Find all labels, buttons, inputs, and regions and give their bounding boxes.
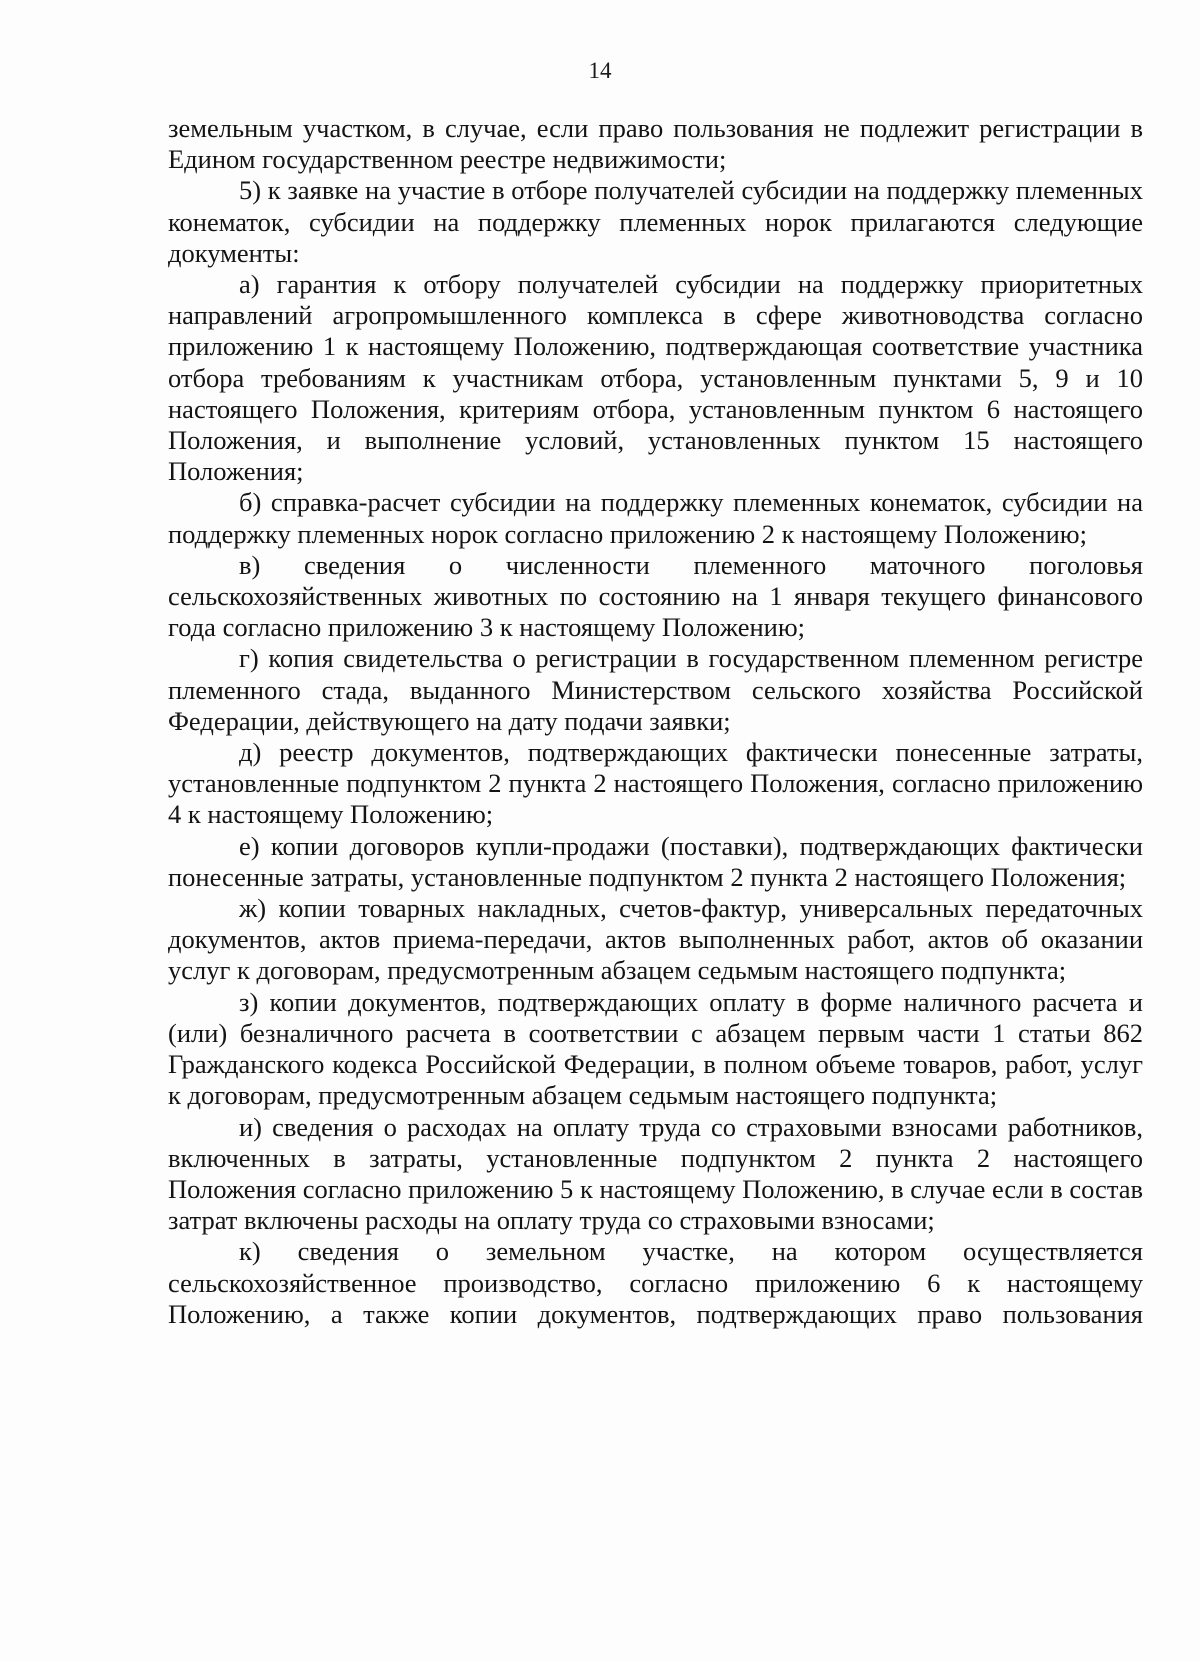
paragraph: 5) к заявке на участие в отборе получателей субсидии на поддержку племенных конематок, субсидии на поддержку племенных норок прилагаются следующие документы: [168,175,1143,268]
paragraph: б) справка-расчет субсидии на поддержку племенных конематок, субсидии на поддержку племенных норок согласно приложению 2 к настоящему Положению; [168,487,1143,549]
paragraph: в) сведения о численности племенного маточного поголовья сельскохозяйственных животных по состоянию на 1 января текущего финансового года согласно приложению 3 к настоящему Положению; [168,549,1143,643]
document-body [168,113,1143,1330]
paragraph: е) копии договоров купли-продажи (поставки), подтверждающих фактически понесенные затраты, установленные подпунктом 2 пункта 2 настоящего Положения; [168,830,1143,892]
paragraph: и) сведения о расходах на оплату труда со страховыми взносами работников, включенных в затраты, установленные подпунктом 2 пункта 2 настоящего Положения согласно приложению 5 к настоящему Положению, в случае если в состав затрат включены расходы на оплату труда со страховыми взносами; [168,1111,1143,1236]
paragraph: земельным участком, в случае, если право пользования не подлежит регистрации в Едином государственном реестре недвижимости; [168,113,1143,175]
paragraph: г) копия свидетельства о регистрации в государственном племенном регистре племенного стада, выданного Министерством сельского хозяйства Российской Федерации, действующего на дату подачи заявки; [168,643,1143,736]
paragraph: д) реестр документов, подтверждающих фактически понесенные затраты, установленные подпунктом 2 пункта 2 настоящего Положения, согласно приложению 4 к настоящему Положению; [168,737,1143,830]
paragraph: ж) копии товарных накладных, счетов-фактур, универсальных передаточных документов, актов приема-передачи, актов выполненных работ, актов об оказании услуг к договорам, предусмотренным абзацем седьмым настоящего подпункта; [168,893,1143,986]
page-number: 14 [588,58,612,83]
paragraph: з) копии документов, подтверждающих оплату в форме наличного расчета и (или) безналичного расчета в соответствии с абзацем первым части 1 статьи 862 Гражданского кодекса Российской Федерации, в полном объеме товаров, работ, услуг к договорам, предусмотренным абзацем седьмым настоящего подпункта; [168,986,1143,1111]
paragraph: к) сведения о земельном участке, на котором осуществляется сельскохозяйственное производство, согласно приложению 6 к настоящему Положению, а также копии документов, подтверждающих право пользования [168,1236,1143,1329]
paragraph: а) гарантия к отбору получателей субсидии на поддержку приоритетных направлений агропромышленного комплекса в сфере животноводства согласно приложению 1 к настоящему Положению, подтверждающая соответствие участника отбора требованиям к участникам отбора, установленным пунктами 5, 9 и 10 настоящего Положения, критериям отбора, установленным пунктом 6 настоящего Положения, и выполнение условий, установленных пунктом 15 настоящего Положения; [168,269,1143,487]
